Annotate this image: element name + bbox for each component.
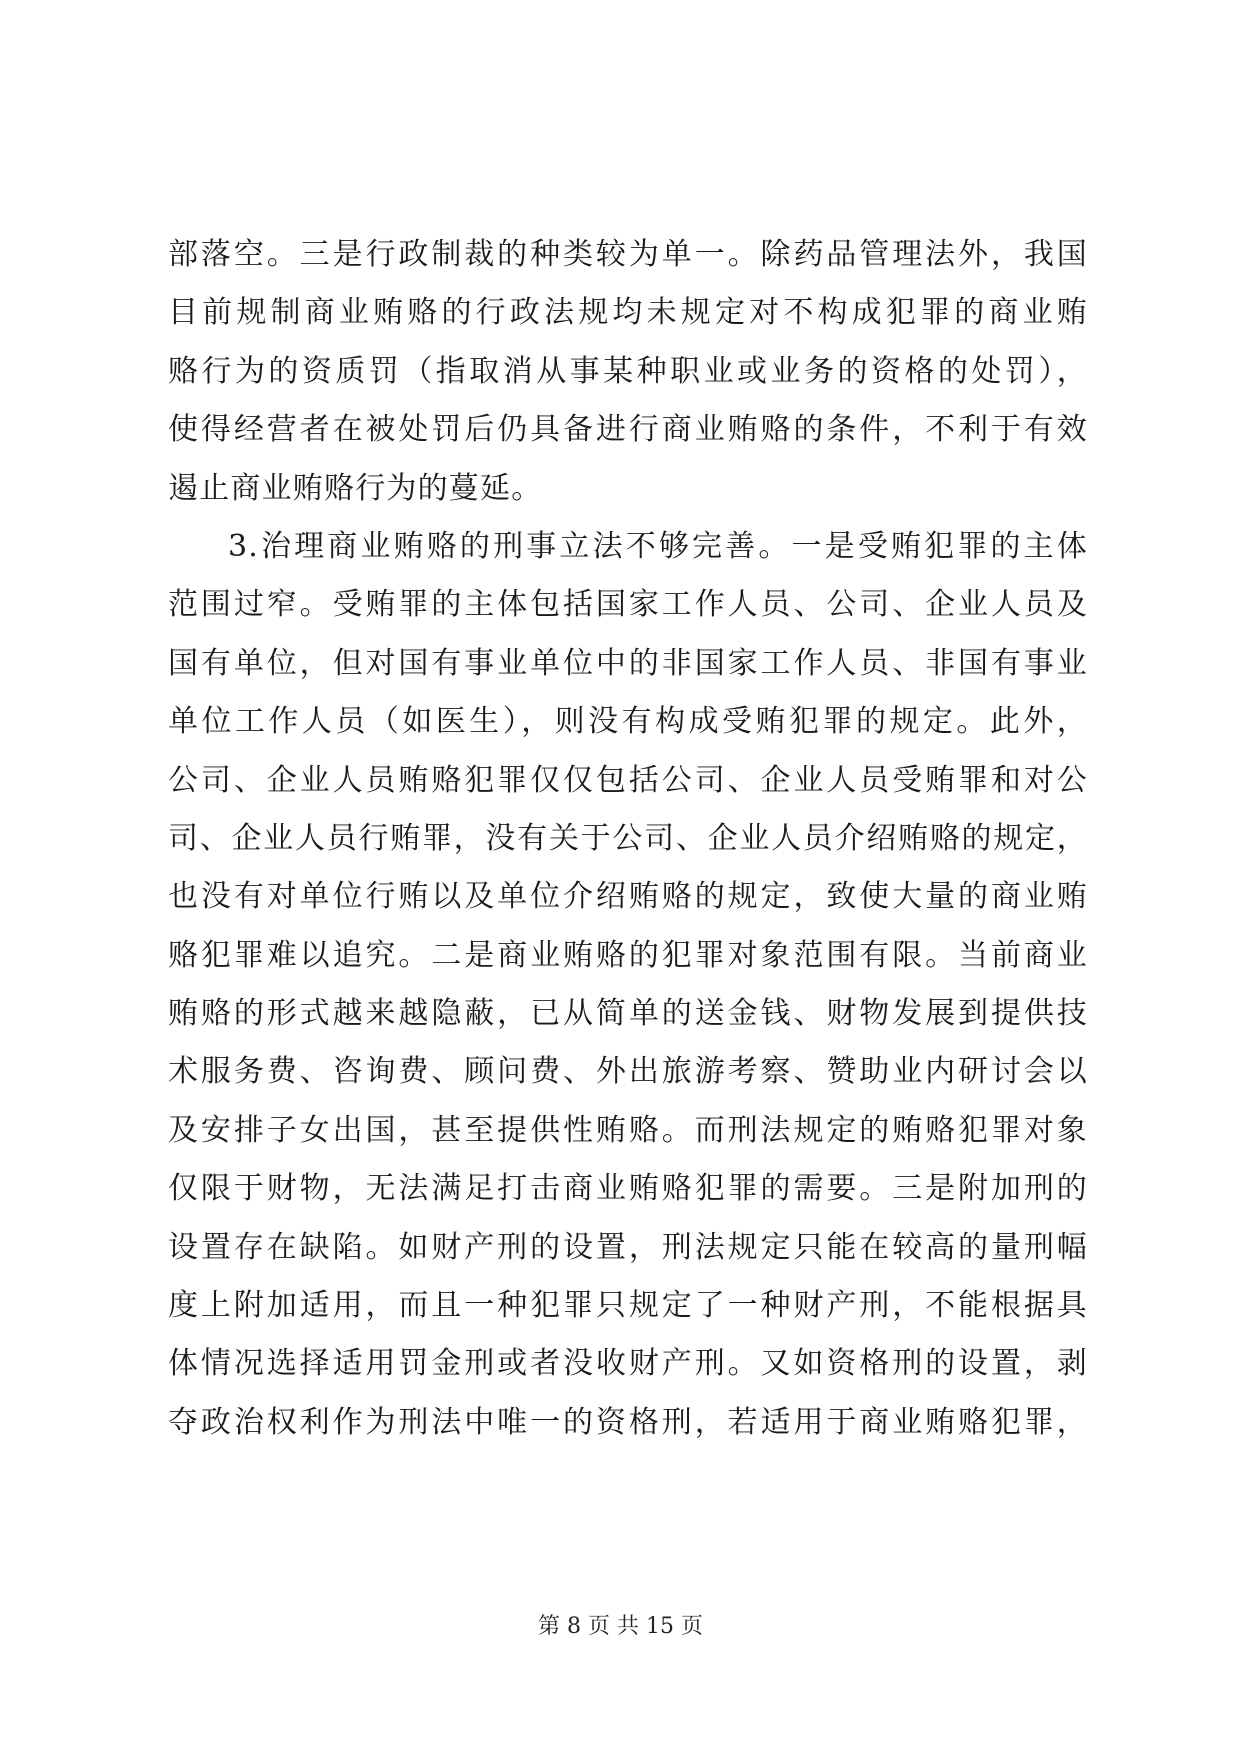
text-line: 单位工作人员（如医生），则没有构成受贿犯罪的规定。此外， <box>168 704 1088 740</box>
text-line: 范围过窄。受贿罪的主体包括国家工作人员、公司、企业人员及 <box>168 587 1088 623</box>
page-number-footer: 第 8 页 共 15 页 <box>538 1614 703 1639</box>
text-line: 使得经营者在被处罚后仍具备进行商业贿赂的条件，不利于有效 <box>168 412 1088 448</box>
text-line: 术服务费、咨询费、顾问费、外出旅游考察、赞助业内研讨会以 <box>168 1054 1088 1090</box>
text-line: 国有单位，但对国有事业单位中的非国家工作人员、非国有事业 <box>168 645 1088 681</box>
text-line: 仅限于财物，无法满足打击商业贿赂犯罪的需要。三是附加刑的 <box>168 1171 1088 1207</box>
text-line: 目前规制商业贿赂的行政法规均未规定对不构成犯罪的商业贿 <box>168 295 1088 331</box>
text-line: 夺政治权利作为刑法中唯一的资格刑，若适用于商业贿赂犯罪， <box>168 1404 1088 1440</box>
text-line: 贿赂的形式越来越隐蔽，已从简单的送金钱、财物发展到提供技 <box>168 996 1088 1032</box>
text-line: 遏止商业贿赂行为的蔓延。 <box>168 470 543 506</box>
text-line: 赂行为的资质罚（指取消从事某种职业或业务的资格的处罚）， <box>168 353 1088 389</box>
body-text <box>168 226 1088 1452</box>
text-line: 设置存在缺陷。如财产刑的设置，刑法规定只能在较高的量刑幅 <box>168 1229 1088 1265</box>
text-line: 体情况选择适用罚金刑或者没收财产刑。又如资格刑的设置，剥 <box>168 1346 1088 1382</box>
text-line: 部落空。三是行政制裁的种类较为单一。除药品管理法外，我国 <box>168 237 1088 272</box>
text-line: 度上附加适用，而且一种犯罪只规定了一种财产刑，不能根据具 <box>168 1288 1088 1324</box>
text-line: 及安排子女出国，甚至提供性贿赂。而刑法规定的贿赂犯罪对象 <box>168 1112 1088 1148</box>
text-line: 公司、企业人员贿赂犯罪仅仅包括公司、企业人员受贿罪和对公 <box>168 762 1088 798</box>
text-line: 赂犯罪难以追究。二是商业贿赂的犯罪对象范围有限。当前商业 <box>168 937 1088 973</box>
text-line: 司、企业人员行贿罪，没有关于公司、企业人员介绍贿赂的规定， <box>168 820 1088 856</box>
text-line: 3.治理商业贿赂的刑事立法不够完善。一是受贿犯罪的主体 <box>228 528 1088 564</box>
text-line: 也没有对单位行贿以及单位介绍贿赂的规定，致使大量的商业贿 <box>168 879 1088 915</box>
